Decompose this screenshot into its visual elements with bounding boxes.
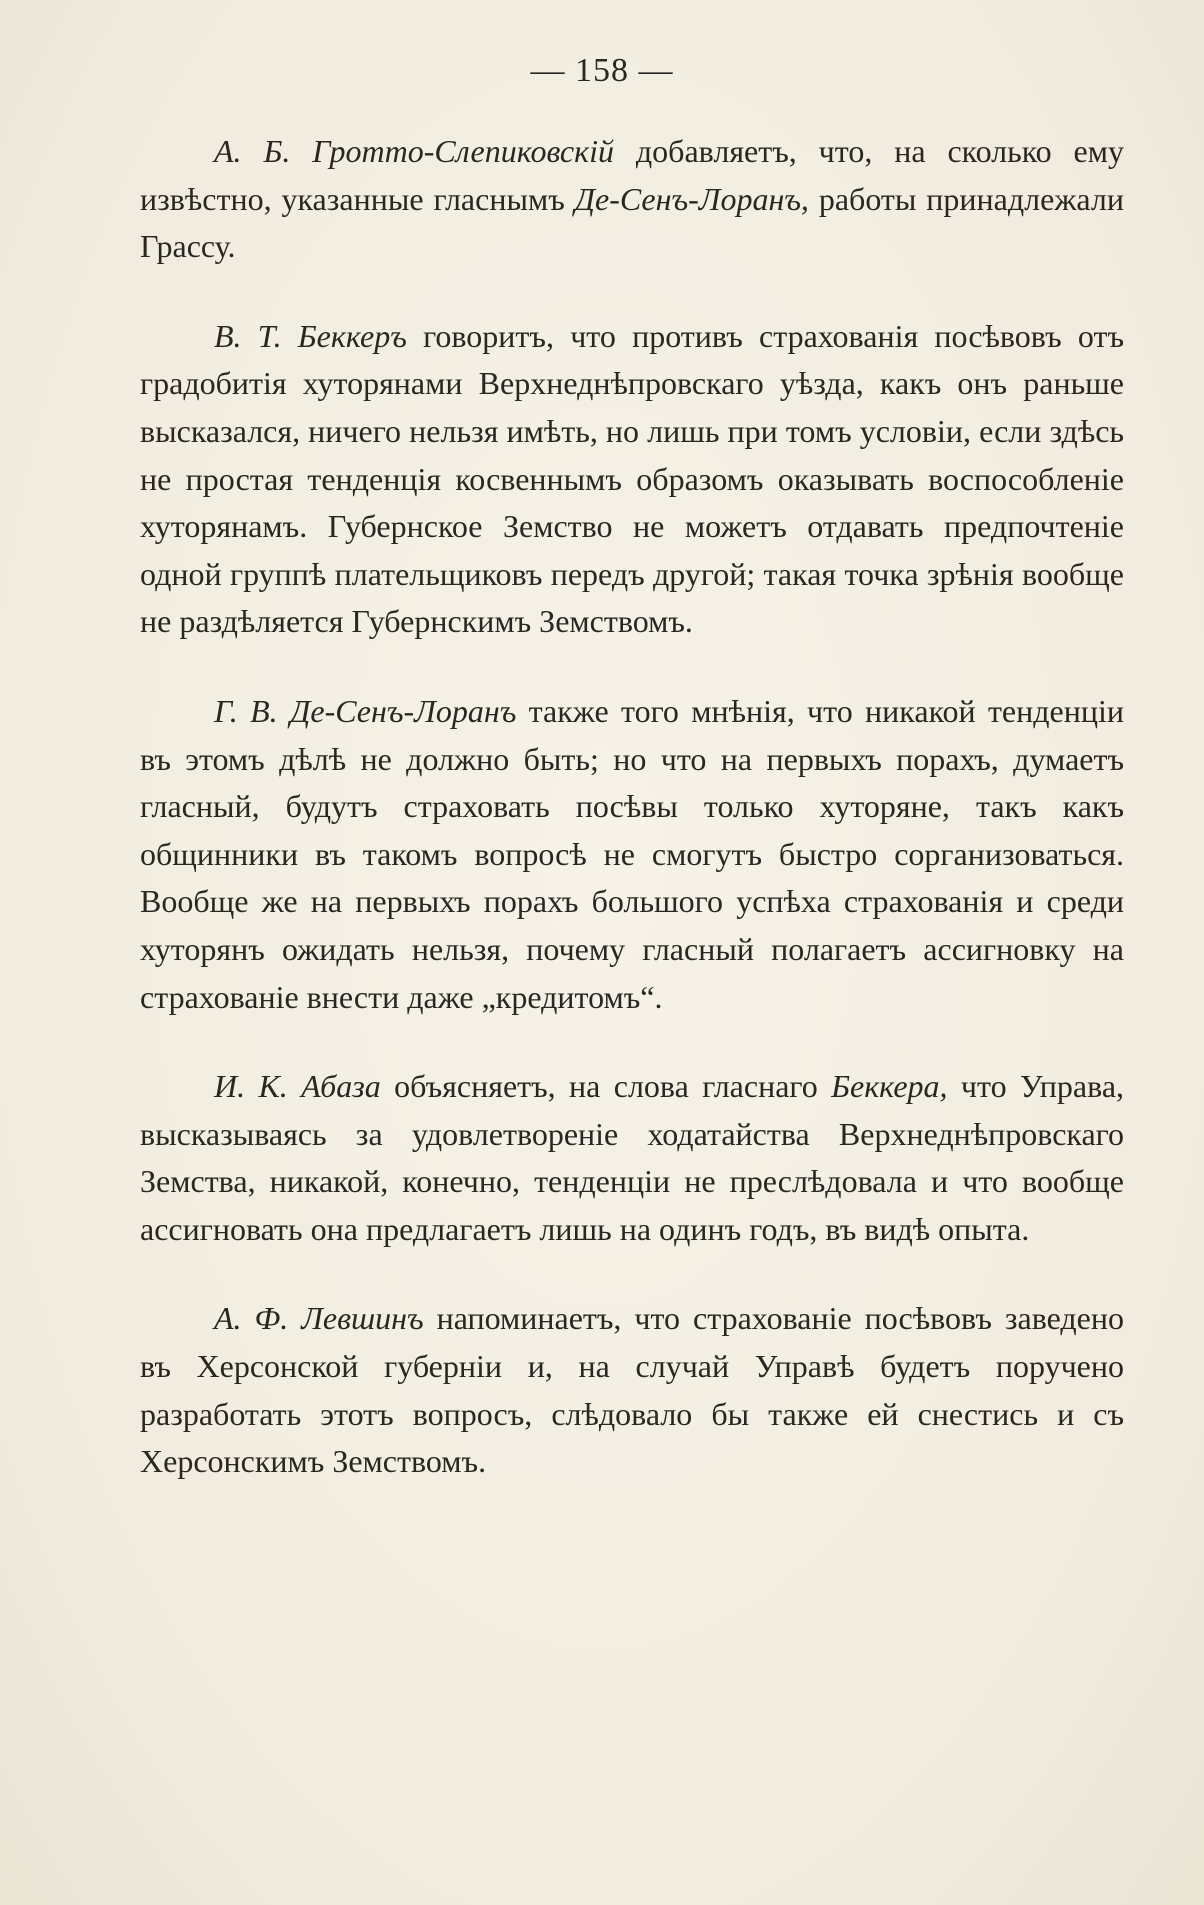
paragraph-text: напоминаетъ, что страхованіе посѣвовъ заведено въ Херсонской губерніи и, на случай Управѣ будетъ поручено разработать этотъ вопросъ, слѣдовало бы также ей снестись и съ Херсонскимъ Земствомъ. xyxy=(140,1300,1125,1480)
paragraph-abaza xyxy=(140,1063,1124,1253)
paragraph-text: работы принадлежали Грассу. xyxy=(140,180,1124,265)
page-number: — 158 — xyxy=(530,52,674,89)
speaker-name: А. Ф. Левшинъ xyxy=(214,1300,424,1337)
paragraph-text: также того мнѣнія, что никакой тенденціи въ этомъ дѣлѣ не должно быть; но что на первыхъ порахъ, думаетъ гласный, будутъ страховать посѣвы только хуторяне, такъ какъ общинники въ такомъ вопросѣ не смогутъ быстро сорганизоваться. Вообще же на первыхъ порахъ большого успѣха страхованія и среди хуторянъ ожидать нельзя, почему гласный полагаетъ ассигновку на страхованіе внести даже „кредитомъ“. xyxy=(140,692,1125,1015)
paragraph-text: что Управа, высказываясь за удовлетвореніе ходатайства Верхнеднѣпровскаго Земства, никакой, конечно, тенденціи не преслѣдовала и что вообще ассигновать она предлагаетъ лишь на одинъ годъ, въ видѣ опыта. xyxy=(140,1068,1125,1247)
speaker-name: Г. В. Де-Сенъ-Лоранъ xyxy=(214,692,517,729)
speaker-name: А. Б. Гротто-Слепиковскій xyxy=(214,133,614,169)
speaker-name: И. К. Абаза xyxy=(214,1068,381,1105)
speaker-name: В. Т. Беккеръ xyxy=(214,317,407,354)
paragraph-grotto-slepikovsky xyxy=(140,128,1124,271)
paragraph-text: добавляетъ, что, на сколько ему извѣстно, указанные гласнымъ xyxy=(140,133,1125,217)
paragraph-text: говоритъ, что противъ страхованія посѣвовъ отъ градобитія хуторянами Верхнеднѣпровскаго уѣзда, какъ онъ раньше высказался, ничего нельзя имѣть, но лишь при томъ условіи, если здѣсь не простая тенденція косвеннымъ образомъ оказывать воспособленіе хуторянамъ. Губернское Земство не можетъ отдавать предпочтеніе одной группѣ плательщиковъ передъ другой; такая точка зрѣнія вообще не раздѣляется Губернскимъ Земствомъ. xyxy=(140,317,1125,640)
paragraph-text: объясняетъ, на слова гласнаго xyxy=(380,1068,832,1105)
paragraph-levshin xyxy=(140,1295,1124,1485)
italic-name: Де-Сенъ-Лоранъ, xyxy=(574,180,809,217)
italic-name: Беккера, xyxy=(831,1068,948,1105)
paragraph-bekker xyxy=(140,313,1124,646)
main-text xyxy=(140,128,1124,1486)
paragraph-de-saint-laurent xyxy=(140,688,1124,1021)
